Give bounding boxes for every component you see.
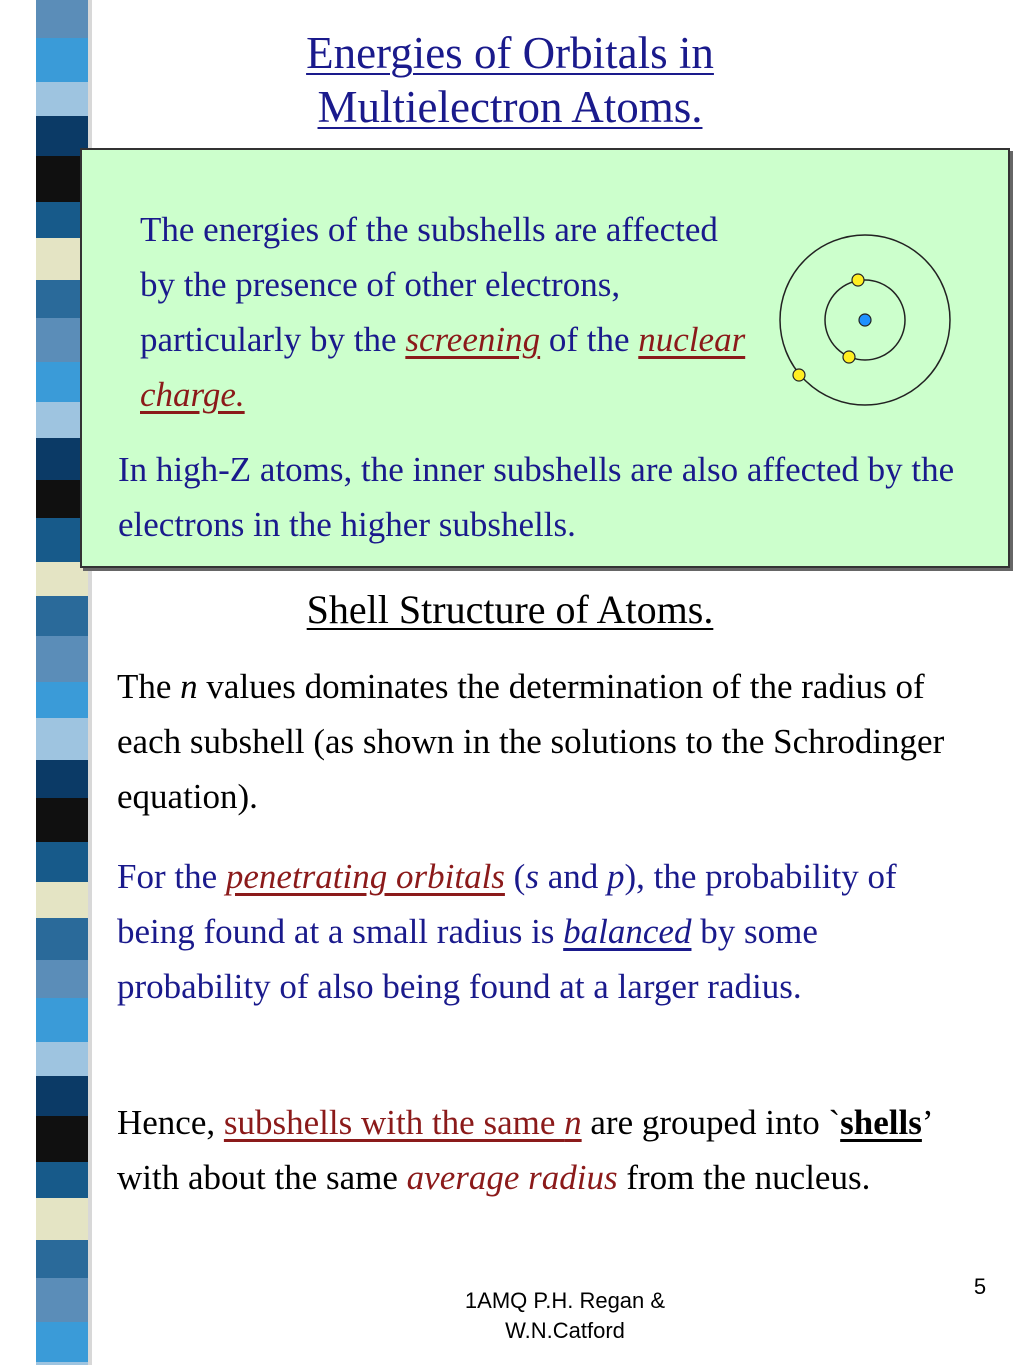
footer-authors [400, 1286, 730, 1346]
stripe-block [36, 1076, 88, 1116]
stripe-block [36, 1278, 88, 1322]
s-symbol: s [525, 857, 539, 896]
stripe-block [36, 0, 88, 38]
title-line-1: Energies of Orbitals in [306, 28, 714, 78]
electron-inner-top [852, 274, 864, 286]
nucleus [859, 314, 871, 326]
stripe-block [36, 596, 88, 636]
stripe-block [36, 960, 88, 998]
balanced-term: balanced [563, 912, 692, 951]
stripe-block [36, 882, 88, 918]
stripe-block [36, 760, 88, 798]
stripe-block [36, 1162, 88, 1198]
shells-term: shells [840, 1103, 922, 1142]
page-title [230, 26, 790, 134]
electron-outer [793, 369, 805, 381]
n-values-paragraph: The n values dominates the determination of the radius of each subshell (as shown in the solutions to the Schrodinger equation). [117, 667, 945, 816]
stripe-block [36, 682, 88, 718]
penetrating-orbitals-term: penetrating orbitals [225, 857, 505, 896]
average-radius-term: average radius [406, 1158, 618, 1197]
p-symbol: p [607, 857, 625, 896]
page-number: 5 [973, 1274, 987, 1299]
stripe-block [36, 998, 88, 1042]
penetrating-paragraph: For the penetrating orbitals (s and p), the probability of being found at a small radius is balanced by some probability of also being found at a larger radius. [117, 857, 897, 1006]
same-n-phrase: subshells with the same n [223, 1103, 582, 1142]
stripe-block [36, 38, 88, 82]
stripe-block [36, 918, 88, 960]
shells-paragraph: Hence, subshells with the same n are grouped into `shells’ with about the same average radius from the nucleus. [117, 1103, 931, 1197]
stripe-block [36, 842, 88, 882]
info-box [80, 148, 1010, 568]
stripe-block [36, 636, 88, 682]
screening-mid: of the [540, 320, 639, 359]
stripe-block [36, 718, 88, 760]
stripe-block [36, 82, 88, 116]
screening-term: screening [405, 320, 541, 359]
high-z-paragraph: In high-Z atoms, the inner subshells are also affected by the electrons in the higher subshells. [118, 450, 955, 544]
atom-diagram [772, 234, 962, 424]
title-line-2: Multielectron Atoms. [317, 82, 703, 132]
electron-inner-bottom [843, 351, 855, 363]
stripe-block [36, 1240, 88, 1278]
stripe-block [36, 1116, 88, 1162]
screening-text: The energies of the subshells are affected by the presence of other electrons, particularly by the [140, 210, 718, 359]
footer-line-1: 1AMQ P.H. Regan & [464, 1288, 666, 1313]
stripe-block [36, 1322, 88, 1362]
section-heading: Shell Structure of Atoms. [306, 587, 714, 632]
n-symbol: n [180, 667, 198, 706]
stripe-block [36, 1198, 88, 1240]
footer-line-2: W.N.Catford [505, 1318, 625, 1343]
stripe-block [36, 1042, 88, 1076]
stripe-block [36, 798, 88, 842]
screening-paragraph [140, 202, 760, 422]
nuclear-charge-term: nuclear charge. [140, 320, 746, 414]
